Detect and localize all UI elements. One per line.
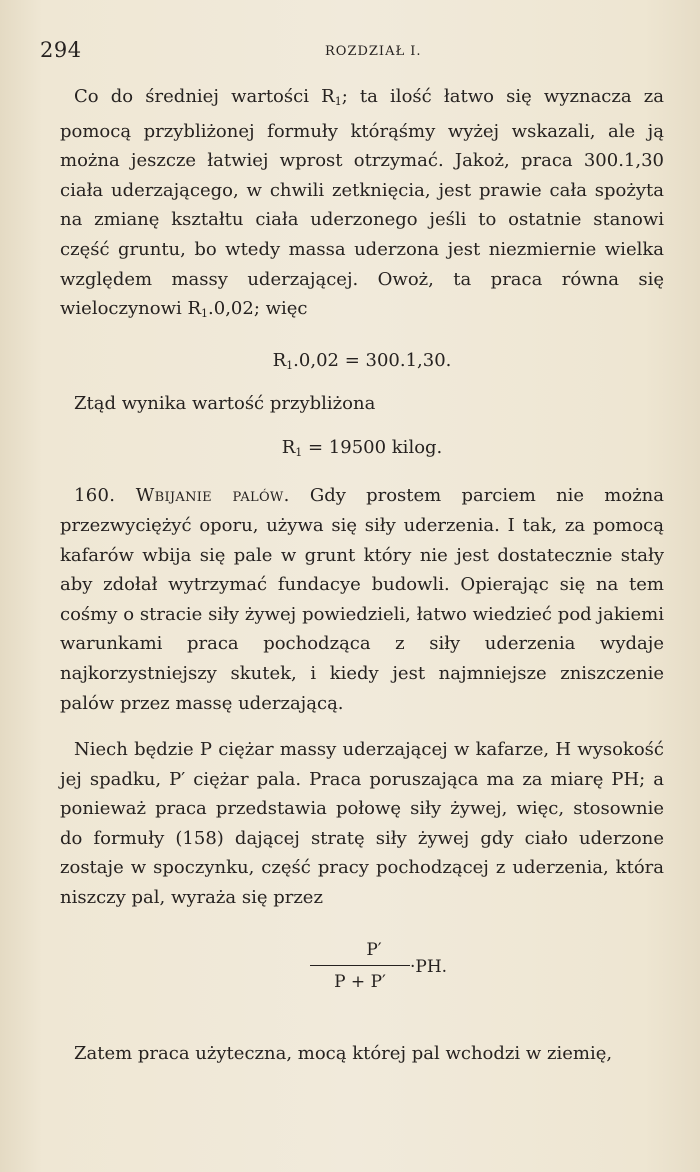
subscript: 1 [201,307,209,321]
paragraph-text: .0,02; więc [208,298,308,320]
equation-work: $R_1.0,02 = 300.1,30$. [272,349,452,372]
running-head: ROZDZIAŁ I. [325,44,422,59]
paragraph-text: Gdy prostem parciem nie można przezwyciężyć oporu, używa się siły uderzenia. I tak, za pomocą kafarów wbija się pale w grunt który nie jest dostatecznie stały aby zdołał wytrzymać fundacye budowli. Opierając się na tem cośmy o stracie siły żywej powiedzieli, łatwo wiedzieć pod jakiemi warunkami praca pochodząca z siły uderzenia wydaje najkorzystniejszy skutek, i kiedy jest najmniejsze zniszczenie palów przez massę uderzającą. [60,485,664,714]
subscript: 1 [295,446,303,460]
equation-result: $R_1 = 19500$ kilog. [281,437,443,460]
page-body [60,82,664,1068]
fraction-bar [310,965,410,966]
page-number: 294 [40,38,82,62]
paragraph-pile-driving [60,481,664,718]
subscript: 1 [334,95,342,108]
fraction-numerator: P′ [366,939,382,960]
paragraph-definitions: Niech będzie P ciężar massy uderzającej w kafarze, H wysokość jej spadku, P′ ciężar pala. Praca poruszająca ma za miarę PH; a ponieważ praca przedstawia połowę siły żywej, więc, stosownie do formuły (158) dającej stratę siły żywej gdy ciało uderzone zostaje w spoczynku, część pracy pochodzącej z uderzenia, która niszczy pal, wyraża się przez [60,739,664,909]
paragraph-text: Co do średniej wartości R [74,86,335,107]
paragraph-useful-work: Zatem praca użyteczna, mocą której pal wchodzi w ziemię, [74,1042,613,1064]
page-header [40,38,660,66]
paragraph-average-value [60,82,664,329]
fraction-denominator: P + P′ [334,971,386,992]
paragraph-text: ; ta ilość łatwo się wyznacza za pomocą przybliżonej formuły którąśmy wyżej wskazali, ale ją można jeszcze łatwiej wprost otrzymać. Jakoż, praca 300.1,30 ciała uderzającego, w chwili zetknięcia, jest prawie cała spożyta na zmianę kształtu ciała uderzonego jeśli to ostatnie stanowi część gruntu, bo wtedy massa uderzona jest niezmiernie wielka względem massy uderzającej. Owoż, ta praca równa się wieloczynowi R [60,86,664,320]
fraction [310,937,410,995]
equation-fraction [60,937,664,1029]
paragraph-approximation: Ztąd wynika wartość przybliżona [74,392,376,414]
section-title: 160. Wbijanie palów. [74,485,290,507]
fraction-multiplier: ·PH. [410,956,448,977]
subscript: 1 [286,358,294,372]
